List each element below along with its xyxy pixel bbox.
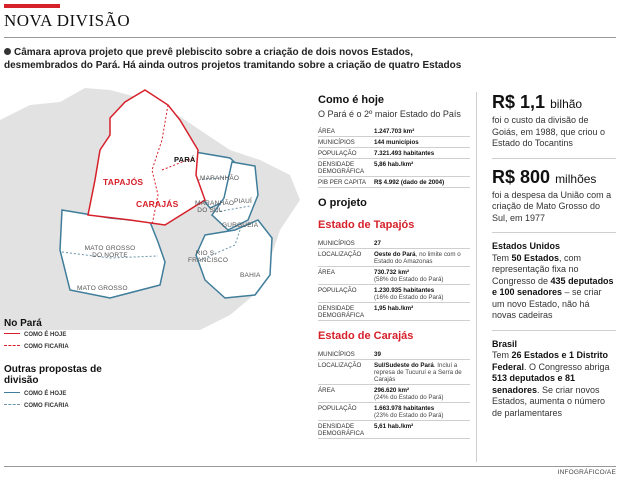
- row-value: [374, 267, 470, 285]
- table-row: [318, 285, 470, 303]
- row-value-main: Sul/Sudeste do Pará: [374, 362, 434, 369]
- carajas-title: Estado de Carajás: [318, 330, 414, 342]
- row-value-main: 296.620 km²: [374, 387, 410, 394]
- map-label-mato-grosso-norte: MATO GROSSO DO NORTE: [84, 245, 136, 259]
- table-row: [318, 249, 470, 267]
- eua-text-3: – se criar um novo Estado, não há novas cadeiras: [492, 287, 602, 320]
- eua-text: [492, 253, 616, 322]
- row-value-note: , no limite com o Estado do Amazonas: [374, 251, 461, 265]
- row-value-note: (23% do Estado do Pará): [374, 412, 444, 419]
- row-value: 1.247.703 km²: [374, 126, 470, 137]
- row-value: [374, 238, 470, 249]
- map-label-rio-sao-francisco: RIO S. FRANCISCO: [188, 250, 229, 264]
- legend-para-today-label: COMO É HOJE: [24, 332, 67, 338]
- como-hoje-table: [318, 126, 470, 188]
- row-label: DENSIDADE DEMOGRÁFICA: [318, 303, 374, 321]
- footer-divider: [4, 466, 616, 467]
- eua-text-2: , com representação fixa no Congresso de: [492, 252, 582, 286]
- row-value-main: 730.732 km²: [374, 269, 410, 276]
- table-row: [318, 421, 470, 439]
- table-row: [318, 403, 470, 421]
- legend-para-today: [4, 332, 66, 341]
- brasil-text-1: Tem: [492, 350, 512, 360]
- credit-line: INFOGRÁFICO/AE: [557, 469, 616, 476]
- table-row: [318, 385, 470, 403]
- blue-dashed-swatch: [4, 404, 20, 405]
- projeto-title: O projeto: [318, 197, 367, 209]
- goias-text: foi o custo da divisão de Goiás, em 1988, que criou o Estado do Tocantins: [492, 115, 606, 148]
- table-row: [318, 177, 470, 188]
- row-value-main: 1.663.978 habitantes: [374, 405, 435, 412]
- eua-bold-1: 50 Estados: [511, 252, 560, 263]
- row-value: [374, 349, 470, 360]
- table-row: [318, 126, 470, 137]
- row-label: MUNICÍPIOS: [318, 349, 374, 360]
- row-label: POPULAÇÃO: [318, 403, 374, 421]
- legend-para-future-label: COMO FICARIA: [24, 344, 69, 350]
- row-label: ÁREA: [318, 126, 374, 137]
- brasil-text-2: . O Congresso abriga: [524, 361, 610, 372]
- brasil-text-3: . Se criar novos Estados, aumenta o número de parlamentares: [492, 384, 606, 418]
- facts-divider: [492, 158, 616, 159]
- legend-others-today: [4, 391, 66, 400]
- row-value-main: 5,61 hab./km²: [374, 423, 414, 430]
- carajas-table: [318, 349, 470, 439]
- brasil-bold-2: 513 deputados e 81 senadores: [492, 373, 576, 395]
- row-label: MUNICÍPIOS: [318, 238, 374, 249]
- row-label: DENSIDADE DEMOGRÁFICA: [318, 421, 374, 439]
- ms-value: R$ 800: [492, 166, 551, 187]
- row-value-note: (24% do Estado do Pará): [374, 394, 444, 401]
- legend-others-title: Outras propostas de divisão: [4, 364, 102, 386]
- map-label-piaui: PIAUÍ: [234, 198, 252, 205]
- lead-paragraph: [4, 46, 474, 72]
- tapajos-table: [318, 238, 470, 321]
- como-hoje-title: Como é hoje: [318, 94, 385, 106]
- row-value: [374, 303, 470, 321]
- data-column: [318, 94, 470, 439]
- row-value: [374, 249, 470, 267]
- goias-unit: bilhão: [550, 97, 583, 111]
- eua-bold-2: 435 deputados e 100 senadores: [492, 275, 614, 297]
- row-value-note: (16% do Estado do Pará): [374, 294, 444, 301]
- row-label: ÁREA: [318, 267, 374, 285]
- row-label: PIB PER CAPITA: [318, 177, 374, 188]
- row-label: ÁREA: [318, 385, 374, 403]
- brasil-title: Brasil: [492, 338, 518, 349]
- page-title: NOVA DIVISÃO: [4, 11, 131, 30]
- red-solid-swatch: [4, 333, 20, 334]
- row-value: [374, 385, 470, 403]
- table-row: [318, 238, 470, 249]
- row-label: POPULAÇÃO: [318, 285, 374, 303]
- ms-unit: milhões: [555, 171, 597, 186]
- row-label: LOCALIZAÇÃO: [318, 249, 374, 267]
- blue-solid-swatch: [4, 392, 20, 393]
- row-value-note: (58% do Estado do Pará): [374, 276, 444, 283]
- row-value-main: Oeste do Pará: [374, 251, 416, 258]
- table-row: [318, 137, 470, 148]
- row-value-main: 39: [374, 351, 381, 358]
- lead-text: Câmara aprova projeto que prevê plebiscito sobre a criação de dois novos Estados, desmembrados do Pará. Há ainda outros projetos tramitando sobre a criação de quatro Estados: [4, 47, 462, 71]
- como-hoje-subtitle: O Pará é o 2º maior Estado do País: [318, 109, 461, 119]
- legend-others-today-label: COMO É HOJE: [24, 391, 67, 397]
- row-value-note: . Incluí a represa de Tucuruí e a Serra de Carajás: [374, 362, 462, 383]
- eua-text-1: Tem: [492, 252, 512, 263]
- row-value: [374, 403, 470, 421]
- row-label: DENSIDADE DEMOGRÁFICA: [318, 159, 374, 177]
- map-label-maranhao-sul: MARANHÃO DO SUL: [195, 200, 235, 214]
- red-dashed-swatch: [4, 345, 20, 346]
- row-value: [374, 421, 470, 439]
- column-divider: [476, 92, 477, 462]
- header-divider: [4, 37, 616, 38]
- row-value: [374, 285, 470, 303]
- map-label-mato-grosso: MATO GROSSO: [77, 285, 128, 292]
- row-label: LOCALIZAÇÃO: [318, 360, 374, 385]
- facts-divider: [492, 330, 616, 331]
- ms-cost: [492, 167, 616, 190]
- map-label-para: PARÁ: [174, 155, 196, 164]
- legend-para-title: No Pará: [4, 318, 42, 329]
- table-row: [318, 349, 470, 360]
- row-value: 5,86 hab./km²: [374, 159, 470, 177]
- map-label-tapajos: TAPAJÓS: [103, 177, 144, 187]
- row-value: 144 municípios: [374, 137, 470, 148]
- row-label: POPULAÇÃO: [318, 148, 374, 159]
- row-value: [374, 360, 470, 385]
- row-value: 7.321.493 habitantes: [374, 148, 470, 159]
- map-label-maranhao: MARANHÃO: [200, 175, 240, 182]
- legend-para-future: [4, 344, 69, 353]
- goias-cost: [492, 92, 616, 115]
- goias-value: R$ 1,1: [492, 92, 546, 112]
- facts-column: [492, 92, 616, 419]
- row-value: R$ 4.992 (dado de 2004): [374, 177, 470, 188]
- map-label-carajas: CARAJÁS: [136, 199, 179, 209]
- row-value-main: 1,95 hab./km²: [374, 305, 414, 312]
- map-label-bahia: BAHIA: [240, 272, 261, 279]
- table-row: [318, 360, 470, 385]
- title-accent-bar: [4, 4, 60, 8]
- bullet-icon: [4, 48, 11, 55]
- tapajos-title: Estado de Tapajós: [318, 219, 415, 231]
- ms-text: foi a despesa da União com a criação de Mato Grosso do Sul, em 1977: [492, 189, 612, 223]
- map-label-gurgueia: GURGUEIA: [222, 222, 259, 229]
- brasil-bold-1: 26 Estados e 1 Distrito Federal: [492, 350, 609, 372]
- eua-title: Estados Unidos: [492, 241, 561, 251]
- table-row: [318, 267, 470, 285]
- table-row: [318, 303, 470, 321]
- legend-others-future-label: COMO FICARIA: [24, 403, 69, 409]
- legend-others-future: [4, 403, 69, 412]
- row-value-main: 1.230.935 habitantes: [374, 287, 435, 294]
- row-label: MUNICÍPIOS: [318, 137, 374, 148]
- table-row: [318, 148, 470, 159]
- row-value-main: 27: [374, 240, 381, 247]
- facts-divider: [492, 232, 616, 233]
- brasil-text: [492, 350, 616, 419]
- table-row: [318, 159, 470, 177]
